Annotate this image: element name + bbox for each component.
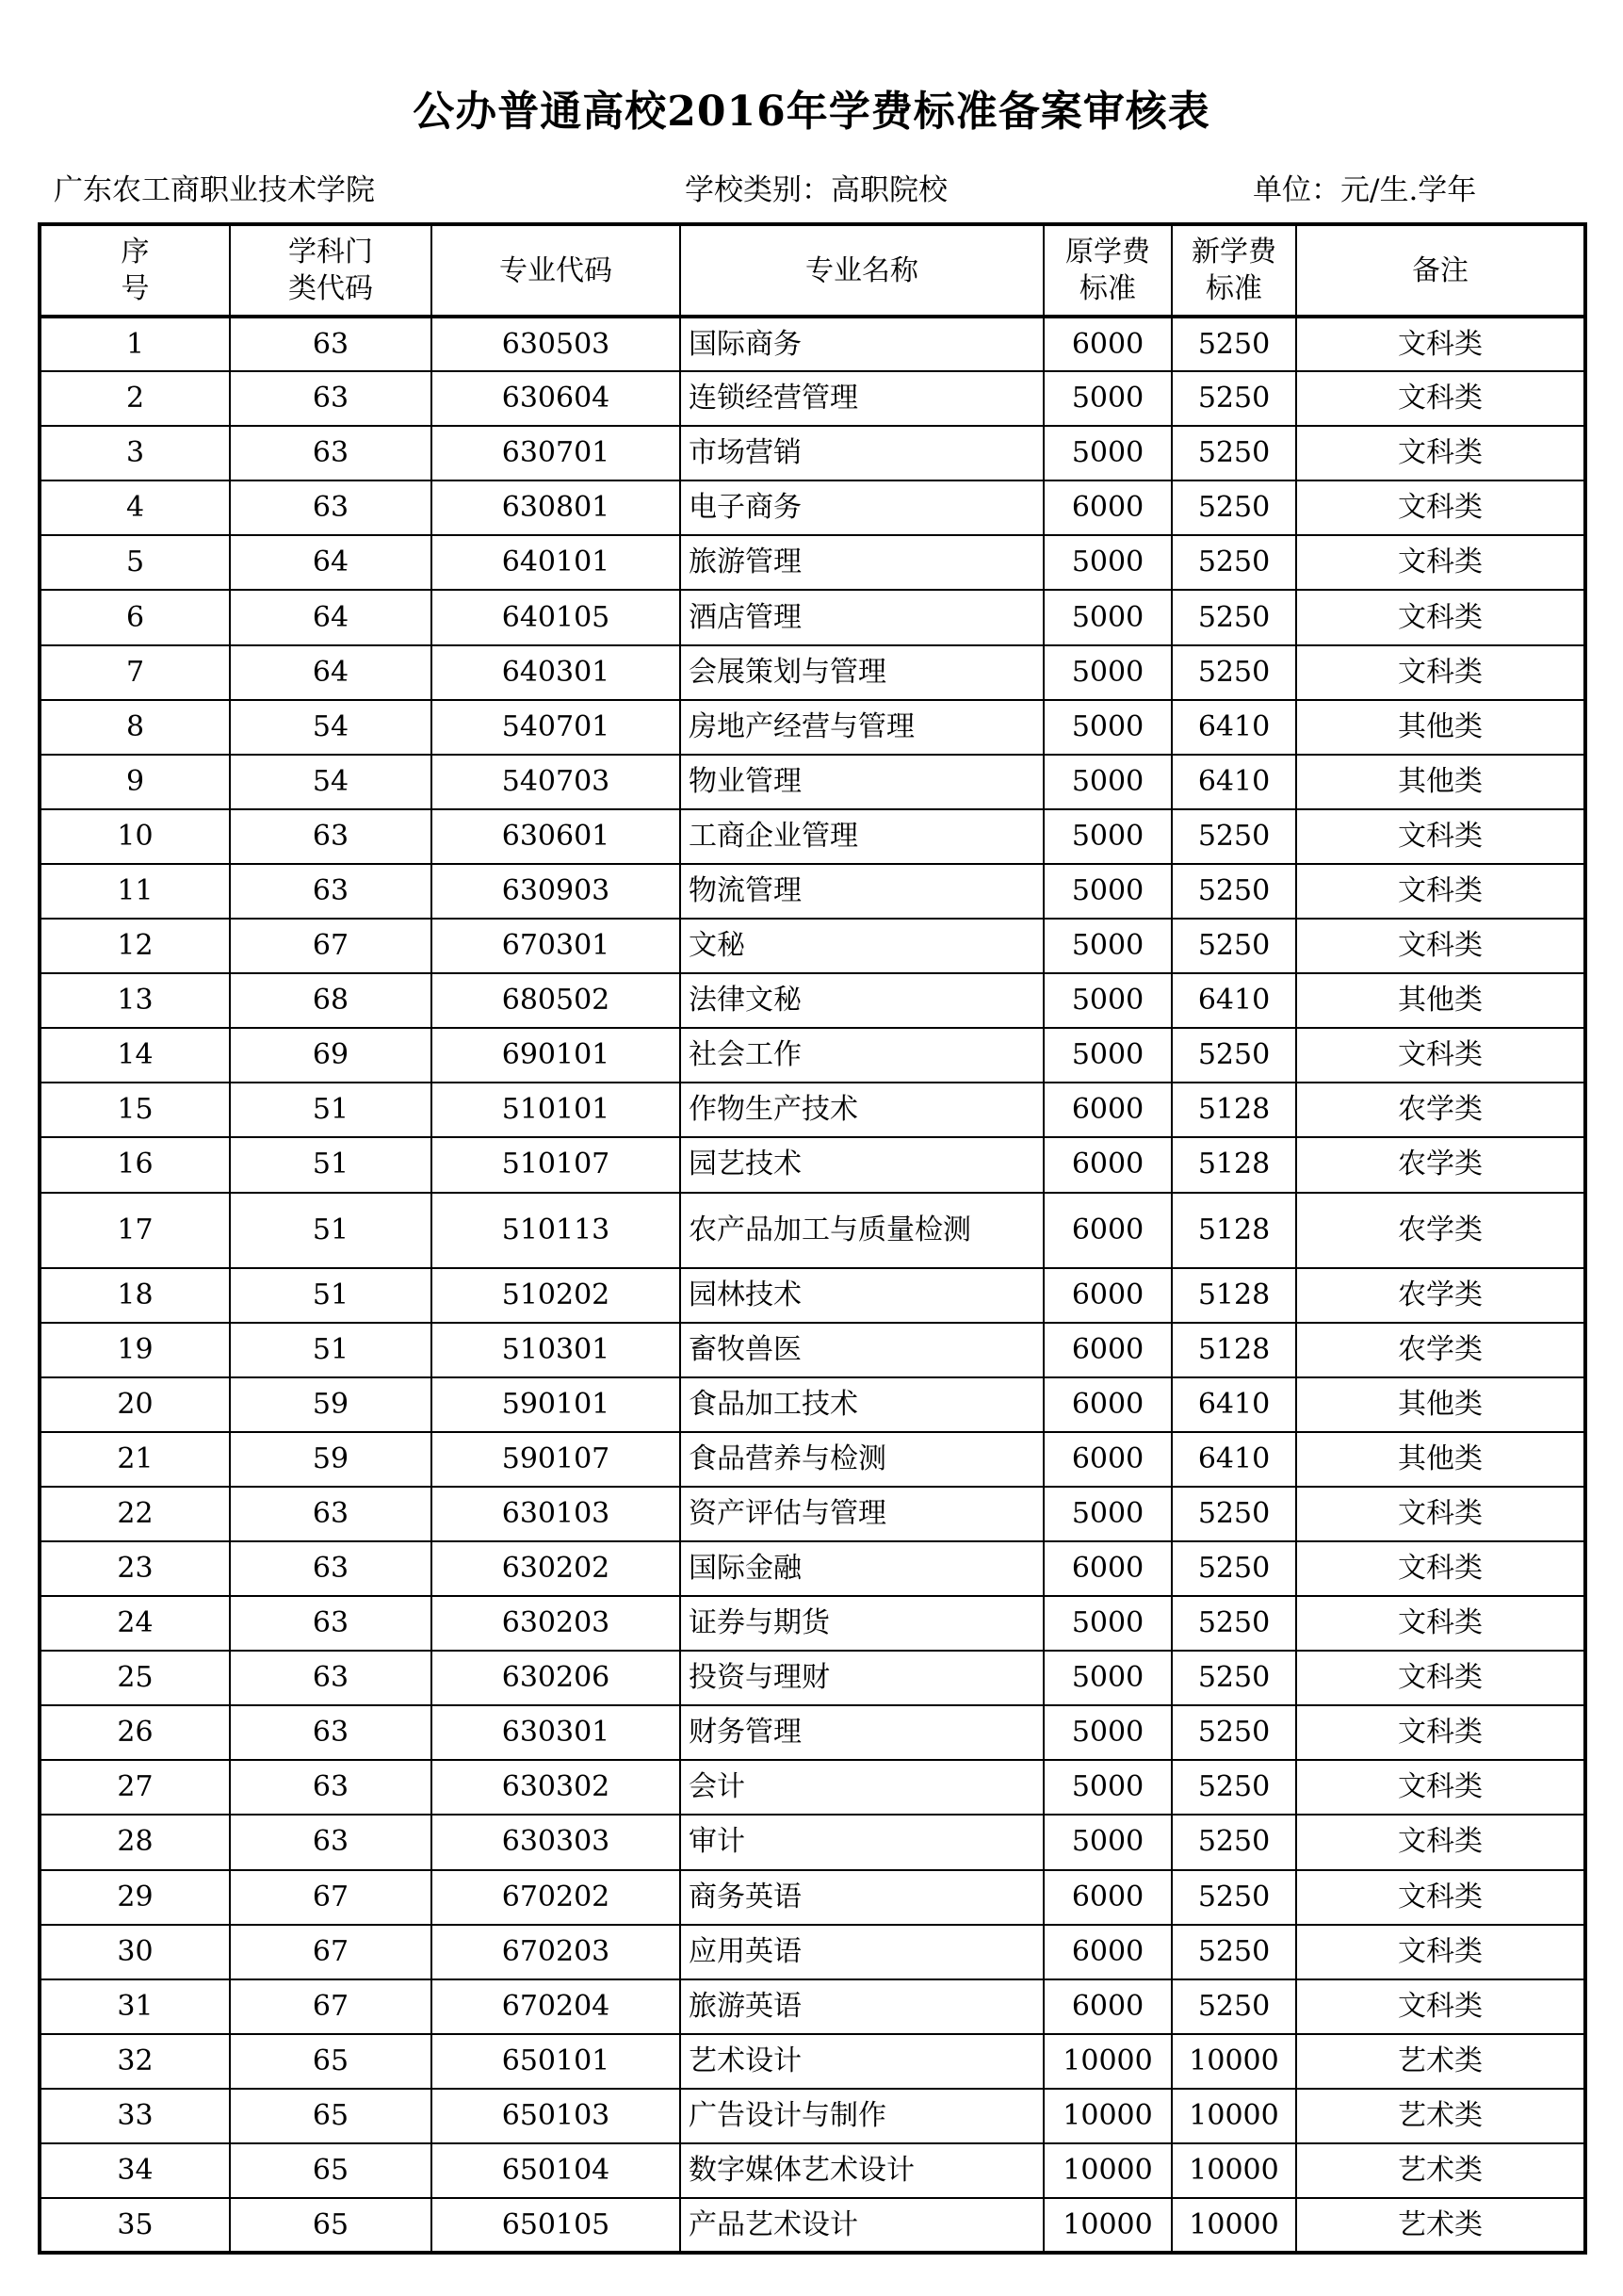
cell-remark: 文科类 (1296, 1541, 1585, 1596)
table-row (40, 1193, 1585, 1268)
table-row (40, 1432, 1585, 1487)
cell-major-name: 农产品加工与质量检测 (680, 1193, 1044, 1268)
cell-major-code: 510107 (431, 1137, 680, 1192)
cell-major-name: 电子商务 (680, 480, 1044, 535)
cell-seq: 8 (40, 700, 230, 755)
cell-major-name: 艺术设计 (680, 2034, 1044, 2089)
cell-remark: 艺术类 (1296, 2034, 1585, 2089)
cell-new-fee: 5250 (1172, 1487, 1296, 1541)
cell-old-fee: 5000 (1044, 371, 1172, 426)
cell-new-fee: 5250 (1172, 1705, 1296, 1760)
cell-discipline-code: 65 (230, 2143, 431, 2198)
table-row (40, 973, 1585, 1028)
cell-remark: 文科类 (1296, 1760, 1585, 1815)
cell-remark: 文科类 (1296, 535, 1585, 590)
cell-major-code: 630202 (431, 1541, 680, 1596)
cell-major-name: 财务管理 (680, 1705, 1044, 1760)
header-major-code: 专业代码 (431, 224, 680, 317)
table-row (40, 1979, 1585, 2034)
cell-discipline-code: 63 (230, 1760, 431, 1815)
cell-major-name: 食品营养与检测 (680, 1432, 1044, 1487)
cell-new-fee: 5250 (1172, 919, 1296, 973)
cell-discipline-code: 54 (230, 755, 431, 809)
cell-seq: 12 (40, 919, 230, 973)
cell-new-fee: 5250 (1172, 809, 1296, 864)
cell-major-name: 园艺技术 (680, 1137, 1044, 1192)
cell-major-name: 作物生产技术 (680, 1083, 1044, 1137)
cell-discipline-code: 67 (230, 1925, 431, 1979)
cell-remark: 其他类 (1296, 1377, 1585, 1432)
cell-major-name: 审计 (680, 1815, 1044, 1869)
table-row (40, 317, 1585, 371)
table-row (40, 755, 1585, 809)
cell-new-fee: 5250 (1172, 480, 1296, 535)
cell-seq: 2 (40, 371, 230, 426)
cell-discipline-code: 65 (230, 2034, 431, 2089)
cell-major-code: 650104 (431, 2143, 680, 2198)
cell-remark: 艺术类 (1296, 2089, 1585, 2143)
cell-major-code: 640101 (431, 535, 680, 590)
cell-remark: 文科类 (1296, 1815, 1585, 1869)
cell-new-fee: 5250 (1172, 317, 1296, 371)
cell-discipline-code: 63 (230, 1487, 431, 1541)
cell-major-name: 法律文秘 (680, 973, 1044, 1028)
cell-old-fee: 6000 (1044, 1137, 1172, 1192)
cell-seq: 1 (40, 317, 230, 371)
cell-remark: 文科类 (1296, 371, 1585, 426)
cell-remark: 文科类 (1296, 1979, 1585, 2034)
cell-discipline-code: 51 (230, 1083, 431, 1137)
table-row (40, 919, 1585, 973)
cell-discipline-code: 63 (230, 1815, 431, 1869)
cell-major-name: 连锁经营管理 (680, 371, 1044, 426)
cell-major-code: 630206 (431, 1651, 680, 1705)
cell-discipline-code: 51 (230, 1137, 431, 1192)
cell-seq: 35 (40, 2198, 230, 2253)
cell-discipline-code: 63 (230, 1596, 431, 1651)
cell-seq: 31 (40, 1979, 230, 2034)
cell-seq: 34 (40, 2143, 230, 2198)
cell-seq: 25 (40, 1651, 230, 1705)
cell-major-name: 酒店管理 (680, 590, 1044, 644)
cell-old-fee: 6000 (1044, 1870, 1172, 1925)
table-row (40, 480, 1585, 535)
table-row (40, 1323, 1585, 1377)
cell-old-fee: 5000 (1044, 1815, 1172, 1869)
table-row (40, 1651, 1585, 1705)
cell-major-code: 670202 (431, 1870, 680, 1925)
cell-new-fee: 5250 (1172, 1596, 1296, 1651)
cell-remark: 农学类 (1296, 1193, 1585, 1268)
cell-discipline-code: 67 (230, 1979, 431, 2034)
cell-new-fee: 6410 (1172, 700, 1296, 755)
cell-major-name: 商务英语 (680, 1870, 1044, 1925)
cell-new-fee: 5128 (1172, 1268, 1296, 1323)
cell-old-fee: 6000 (1044, 1268, 1172, 1323)
cell-new-fee: 5250 (1172, 590, 1296, 644)
cell-seq: 4 (40, 480, 230, 535)
cell-seq: 30 (40, 1925, 230, 1979)
cell-new-fee: 5250 (1172, 864, 1296, 919)
cell-new-fee: 6410 (1172, 973, 1296, 1028)
cell-new-fee: 10000 (1172, 2089, 1296, 2143)
cell-discipline-code: 64 (230, 590, 431, 644)
cell-remark: 农学类 (1296, 1323, 1585, 1377)
cell-major-name: 会计 (680, 1760, 1044, 1815)
cell-new-fee: 10000 (1172, 2198, 1296, 2253)
cell-major-name: 市场营销 (680, 426, 1044, 480)
cell-major-code: 590107 (431, 1432, 680, 1487)
table-row (40, 700, 1585, 755)
table-row (40, 1487, 1585, 1541)
cell-new-fee: 10000 (1172, 2143, 1296, 2198)
cell-old-fee: 6000 (1044, 1541, 1172, 1596)
cell-major-code: 630302 (431, 1760, 680, 1815)
cell-remark: 其他类 (1296, 1432, 1585, 1487)
cell-old-fee: 5000 (1044, 1028, 1172, 1083)
cell-major-name: 社会工作 (680, 1028, 1044, 1083)
table-row (40, 2089, 1585, 2143)
cell-discipline-code: 63 (230, 1651, 431, 1705)
header-seq-text: 序 号 (121, 236, 150, 305)
cell-discipline-code: 59 (230, 1432, 431, 1487)
cell-seq: 28 (40, 1815, 230, 1869)
cell-major-code: 540701 (431, 700, 680, 755)
cell-major-code: 670301 (431, 919, 680, 973)
cell-old-fee: 6000 (1044, 480, 1172, 535)
cell-old-fee: 10000 (1044, 2034, 1172, 2089)
header-new-fee (1172, 224, 1296, 317)
cell-discipline-code: 51 (230, 1268, 431, 1323)
cell-old-fee: 10000 (1044, 2143, 1172, 2198)
cell-major-name: 物业管理 (680, 755, 1044, 809)
cell-remark: 其他类 (1296, 973, 1585, 1028)
table-row (40, 645, 1585, 700)
cell-old-fee: 5000 (1044, 700, 1172, 755)
cell-discipline-code: 68 (230, 973, 431, 1028)
cell-remark: 文科类 (1296, 1651, 1585, 1705)
cell-major-code: 510113 (431, 1193, 680, 1268)
cell-discipline-code: 63 (230, 809, 431, 864)
table-row (40, 1760, 1585, 1815)
cell-major-name: 产品艺术设计 (680, 2198, 1044, 2253)
cell-major-name: 旅游英语 (680, 1979, 1044, 2034)
cell-seq: 19 (40, 1323, 230, 1377)
cell-old-fee: 5000 (1044, 1487, 1172, 1541)
cell-new-fee: 5250 (1172, 1925, 1296, 1979)
page-title: 公办普通高校2016年学费标准备案审核表 (413, 88, 1210, 136)
cell-new-fee: 5250 (1172, 1979, 1296, 2034)
cell-major-name: 畜牧兽医 (680, 1323, 1044, 1377)
cell-old-fee: 5000 (1044, 590, 1172, 644)
cell-major-code: 540703 (431, 755, 680, 809)
cell-new-fee: 5128 (1172, 1193, 1296, 1268)
cell-discipline-code: 67 (230, 1870, 431, 1925)
cell-major-code: 630701 (431, 426, 680, 480)
cell-new-fee: 6410 (1172, 755, 1296, 809)
fee-unit: 单位：元/生.学年 (1253, 173, 1477, 207)
table-row (40, 371, 1585, 426)
cell-major-code: 630601 (431, 809, 680, 864)
cell-major-name: 园林技术 (680, 1268, 1044, 1323)
cell-old-fee: 5000 (1044, 645, 1172, 700)
cell-new-fee: 10000 (1172, 2034, 1296, 2089)
table-row (40, 1705, 1585, 1760)
cell-discipline-code: 69 (230, 1028, 431, 1083)
cell-new-fee: 5250 (1172, 1760, 1296, 1815)
header-remark: 备注 (1296, 224, 1585, 317)
header-discipline-code (230, 224, 431, 317)
cell-seq: 27 (40, 1760, 230, 1815)
cell-major-name: 工商企业管理 (680, 809, 1044, 864)
table-header (40, 224, 1585, 317)
cell-seq: 33 (40, 2089, 230, 2143)
cell-remark: 艺术类 (1296, 2143, 1585, 2198)
table-body (40, 317, 1585, 2253)
cell-major-name: 证券与期货 (680, 1596, 1044, 1651)
cell-old-fee: 10000 (1044, 2089, 1172, 2143)
cell-discipline-code: 63 (230, 426, 431, 480)
cell-remark: 文科类 (1296, 645, 1585, 700)
cell-old-fee: 5000 (1044, 919, 1172, 973)
header-old-fee (1044, 224, 1172, 317)
cell-remark: 其他类 (1296, 755, 1585, 809)
cell-major-code: 670203 (431, 1925, 680, 1979)
cell-seq: 7 (40, 645, 230, 700)
cell-remark: 农学类 (1296, 1083, 1585, 1137)
school-name: 广东农工商职业技术学院 (54, 173, 375, 207)
cell-major-code: 510101 (431, 1083, 680, 1137)
cell-new-fee: 5250 (1172, 1651, 1296, 1705)
cell-discipline-code: 63 (230, 317, 431, 371)
cell-major-code: 510301 (431, 1323, 680, 1377)
cell-seq: 6 (40, 590, 230, 644)
table-row (40, 864, 1585, 919)
cell-major-name: 国际商务 (680, 317, 1044, 371)
cell-major-name: 投资与理财 (680, 1651, 1044, 1705)
cell-major-code: 630303 (431, 1815, 680, 1869)
cell-discipline-code: 63 (230, 480, 431, 535)
cell-seq: 32 (40, 2034, 230, 2089)
cell-major-code: 630801 (431, 480, 680, 535)
cell-major-code: 630203 (431, 1596, 680, 1651)
cell-old-fee: 5000 (1044, 1596, 1172, 1651)
table-row (40, 1268, 1585, 1323)
table-row (40, 426, 1585, 480)
cell-major-name: 旅游管理 (680, 535, 1044, 590)
cell-major-code: 640301 (431, 645, 680, 700)
cell-discipline-code: 63 (230, 1541, 431, 1596)
cell-discipline-code: 65 (230, 2198, 431, 2253)
cell-new-fee: 6410 (1172, 1432, 1296, 1487)
cell-seq: 3 (40, 426, 230, 480)
table-row (40, 1083, 1585, 1137)
cell-seq: 26 (40, 1705, 230, 1760)
table-row (40, 590, 1585, 644)
cell-major-name: 资产评估与管理 (680, 1487, 1044, 1541)
cell-major-code: 510202 (431, 1268, 680, 1323)
cell-seq: 17 (40, 1193, 230, 1268)
cell-major-code: 630103 (431, 1487, 680, 1541)
cell-seq: 15 (40, 1083, 230, 1137)
cell-new-fee: 5250 (1172, 1541, 1296, 1596)
cell-major-code: 630503 (431, 317, 680, 371)
table-row (40, 1925, 1585, 1979)
cell-remark: 文科类 (1296, 1870, 1585, 1925)
cell-major-code: 670204 (431, 1979, 680, 2034)
cell-seq: 24 (40, 1596, 230, 1651)
cell-discipline-code: 64 (230, 645, 431, 700)
table-row (40, 1028, 1585, 1083)
cell-seq: 18 (40, 1268, 230, 1323)
table-row (40, 535, 1585, 590)
cell-old-fee: 5000 (1044, 1760, 1172, 1815)
cell-old-fee: 6000 (1044, 1083, 1172, 1137)
cell-remark: 文科类 (1296, 1028, 1585, 1083)
cell-remark: 艺术类 (1296, 2198, 1585, 2253)
school-type: 学校类别：高职院校 (685, 173, 948, 207)
cell-new-fee: 5250 (1172, 1815, 1296, 1869)
cell-old-fee: 5000 (1044, 809, 1172, 864)
cell-discipline-code: 63 (230, 371, 431, 426)
cell-major-code: 630903 (431, 864, 680, 919)
table-row (40, 1596, 1585, 1651)
cell-old-fee: 5000 (1044, 864, 1172, 919)
cell-major-name: 广告设计与制作 (680, 2089, 1044, 2143)
cell-new-fee: 5250 (1172, 371, 1296, 426)
table-row (40, 2143, 1585, 2198)
table-row (40, 1870, 1585, 1925)
cell-remark: 文科类 (1296, 1487, 1585, 1541)
cell-remark: 文科类 (1296, 590, 1585, 644)
cell-major-code: 650101 (431, 2034, 680, 2089)
cell-seq: 16 (40, 1137, 230, 1192)
cell-old-fee: 5000 (1044, 426, 1172, 480)
header-new-fee-text: 新学费 标准 (1192, 236, 1276, 305)
cell-major-name: 物流管理 (680, 864, 1044, 919)
cell-old-fee: 5000 (1044, 755, 1172, 809)
cell-discipline-code: 64 (230, 535, 431, 590)
cell-remark: 文科类 (1296, 426, 1585, 480)
cell-remark: 农学类 (1296, 1137, 1585, 1192)
cell-old-fee: 5000 (1044, 535, 1172, 590)
table-row (40, 1541, 1585, 1596)
table-row (40, 2034, 1585, 2089)
cell-discipline-code: 51 (230, 1323, 431, 1377)
cell-old-fee: 6000 (1044, 1432, 1172, 1487)
header-discipline-code-text: 学科门 类代码 (288, 236, 373, 305)
cell-new-fee: 5250 (1172, 535, 1296, 590)
cell-seq: 9 (40, 755, 230, 809)
cell-new-fee: 5128 (1172, 1137, 1296, 1192)
cell-new-fee: 5250 (1172, 1028, 1296, 1083)
cell-discipline-code: 51 (230, 1193, 431, 1268)
cell-seq: 22 (40, 1487, 230, 1541)
header-seq (40, 224, 230, 317)
cell-seq: 29 (40, 1870, 230, 1925)
cell-old-fee: 6000 (1044, 1925, 1172, 1979)
cell-discipline-code: 63 (230, 1705, 431, 1760)
cell-discipline-code: 54 (230, 700, 431, 755)
table-row (40, 1137, 1585, 1192)
cell-major-code: 650105 (431, 2198, 680, 2253)
cell-old-fee: 5000 (1044, 1705, 1172, 1760)
table-row (40, 1815, 1585, 1869)
table-row (40, 809, 1585, 864)
cell-remark: 其他类 (1296, 700, 1585, 755)
cell-old-fee: 6000 (1044, 1193, 1172, 1268)
cell-major-code: 590101 (431, 1377, 680, 1432)
cell-seq: 20 (40, 1377, 230, 1432)
cell-old-fee: 5000 (1044, 973, 1172, 1028)
cell-major-name: 文秘 (680, 919, 1044, 973)
cell-remark: 文科类 (1296, 809, 1585, 864)
cell-remark: 文科类 (1296, 1925, 1585, 1979)
cell-new-fee: 5250 (1172, 1870, 1296, 1925)
cell-seq: 13 (40, 973, 230, 1028)
cell-new-fee: 5128 (1172, 1323, 1296, 1377)
cell-old-fee: 5000 (1044, 1651, 1172, 1705)
cell-remark: 文科类 (1296, 1596, 1585, 1651)
cell-old-fee: 6000 (1044, 1323, 1172, 1377)
cell-seq: 14 (40, 1028, 230, 1083)
cell-old-fee: 10000 (1044, 2198, 1172, 2253)
cell-discipline-code: 65 (230, 2089, 431, 2143)
cell-discipline-code: 63 (230, 864, 431, 919)
cell-seq: 11 (40, 864, 230, 919)
cell-major-code: 690101 (431, 1028, 680, 1083)
cell-new-fee: 5250 (1172, 426, 1296, 480)
cell-major-name: 应用英语 (680, 1925, 1044, 1979)
cell-major-name: 会展策划与管理 (680, 645, 1044, 700)
cell-major-code: 680502 (431, 973, 680, 1028)
cell-old-fee: 6000 (1044, 1377, 1172, 1432)
cell-remark: 农学类 (1296, 1268, 1585, 1323)
cell-new-fee: 6410 (1172, 1377, 1296, 1432)
cell-old-fee: 6000 (1044, 1979, 1172, 2034)
cell-seq: 10 (40, 809, 230, 864)
cell-seq: 5 (40, 535, 230, 590)
cell-remark: 文科类 (1296, 864, 1585, 919)
cell-remark: 文科类 (1296, 1705, 1585, 1760)
cell-discipline-code: 67 (230, 919, 431, 973)
cell-major-code: 630301 (431, 1705, 680, 1760)
cell-major-name: 数字媒体艺术设计 (680, 2143, 1044, 2198)
cell-major-name: 房地产经营与管理 (680, 700, 1044, 755)
cell-major-code: 650103 (431, 2089, 680, 2143)
cell-discipline-code: 59 (230, 1377, 431, 1432)
cell-major-code: 640105 (431, 590, 680, 644)
table-row (40, 1377, 1585, 1432)
cell-seq: 23 (40, 1541, 230, 1596)
cell-major-code: 630604 (431, 371, 680, 426)
cell-new-fee: 5128 (1172, 1083, 1296, 1137)
header-major-name: 专业名称 (680, 224, 1044, 317)
cell-remark: 文科类 (1296, 317, 1585, 371)
table-row (40, 2198, 1585, 2253)
cell-old-fee: 6000 (1044, 317, 1172, 371)
header-old-fee-text: 原学费 标准 (1065, 236, 1150, 305)
cell-remark: 文科类 (1296, 480, 1585, 535)
cell-major-name: 国际金融 (680, 1541, 1044, 1596)
cell-seq: 21 (40, 1432, 230, 1487)
cell-new-fee: 5250 (1172, 645, 1296, 700)
cell-major-name: 食品加工技术 (680, 1377, 1044, 1432)
fee-table (38, 222, 1587, 2255)
cell-remark: 文科类 (1296, 919, 1585, 973)
